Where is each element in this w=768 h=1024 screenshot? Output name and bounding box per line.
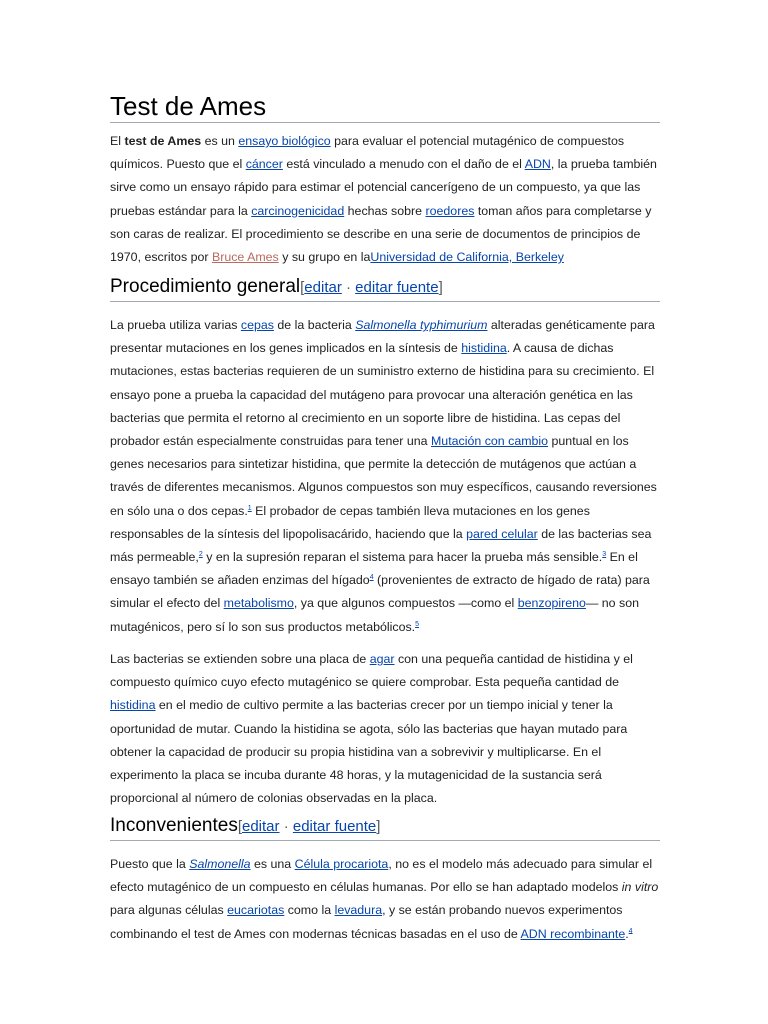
link-histidina[interactable]: histidina xyxy=(461,341,507,356)
section-title: Inconvenientes xyxy=(110,815,238,836)
text: en el medio de cultivo permite a las bacterias crecer por un tiempo inicial y tener la oportunidad de mutar. Cuando la histidina se agota, sólo las bacterias que hayan mutado para obtener la capacidad de producir su propia histidina van a sobrevivir y multiplicarse. En el experimento la placa se incuba durante 48 horas, y la mutagenicidad de la sustancia será proporcional al número de colonias observadas en la placa. xyxy=(110,698,628,806)
text: Puesto que la xyxy=(110,857,190,871)
link-adn[interactable]: ADN xyxy=(524,157,551,172)
text: para evaluar el potencial mutagénico de compuestos químicos. Puesto que el xyxy=(110,134,625,172)
text: está vinculado a menudo con el daño de el xyxy=(282,157,525,172)
link-metabolismo[interactable]: metabolismo xyxy=(223,596,294,611)
link-cancer[interactable]: cáncer xyxy=(245,157,283,172)
link-cepas[interactable]: cepas xyxy=(240,318,274,332)
text: , la prueba también sirve como un ensayo rápido para estimar el potencial cancerígeno de un compuesto, ya que las pruebas estándar para la xyxy=(110,157,657,218)
edit-section xyxy=(238,818,381,835)
link-benzopireno[interactable]: benzopireno xyxy=(517,596,586,611)
link-agar[interactable]: agar xyxy=(369,652,395,666)
paragraph-inconvenientes xyxy=(110,853,660,946)
link-salmonella-typhimurium[interactable] xyxy=(355,318,487,332)
text: hechas sobre xyxy=(344,203,426,218)
link-levadura[interactable]: levadura xyxy=(334,903,383,918)
text: y su grupo en la xyxy=(278,250,371,265)
text: puntual en los genes necesarios para sintetizar histidina, que permite la detección de mutágenos que actúan a través de diferentes mecanismos. Algunos compuestos son muy específicos, causando reversiones en sólo una o dos cepas. xyxy=(110,434,657,518)
text: Las bacterias se extienden sobre una placa de xyxy=(110,652,370,666)
link-histidina[interactable]: histidina xyxy=(110,698,156,713)
text: como la xyxy=(284,903,335,918)
link-eucariotas[interactable]: eucariotas xyxy=(227,903,285,918)
paragraph-procedimiento-2 xyxy=(110,648,660,810)
text: , no es el modelo más adecuado para simular el efecto mutagénico de un compuesto en células humanas. Por ello se han adaptado modelos xyxy=(110,857,653,895)
paragraph-procedimiento-1 xyxy=(110,314,660,639)
text: (provenientes de extracto de hígado de rata) para simular el efecto del xyxy=(110,573,650,611)
text: alteradas genéticamente para presentar mutaciones en los genes implicados en la síntesis de xyxy=(110,318,655,356)
text: El probador de cepas también lleva mutaciones en los genes responsables de la síntesis del lipopolisacárido, haciendo que la xyxy=(110,503,590,541)
text: La prueba utiliza varias xyxy=(110,318,241,332)
link-salmonella[interactable] xyxy=(189,857,250,871)
text: — no son mutagénicos, pero sí lo son sus productos metabólicos. xyxy=(110,596,639,634)
separator: · xyxy=(279,818,293,835)
link-bruce-ames[interactable]: Bruce Ames xyxy=(211,250,279,265)
edit-source-link[interactable]: editar fuente xyxy=(292,818,377,835)
bracket: [ xyxy=(300,279,305,296)
reference xyxy=(415,621,419,628)
text: de las bacterias sea más permeable, xyxy=(110,526,652,565)
reference-link[interactable]: 2 xyxy=(198,550,203,558)
text: toman años para completarse y son caras de realizar. El procedimiento se describe en una serie de documentos de principios de 1970, escritos por xyxy=(110,203,652,265)
section-title: Procedimiento general xyxy=(110,276,301,297)
separator: · xyxy=(341,279,356,296)
edit-link[interactable]: editar xyxy=(304,279,342,296)
text: de la bacteria xyxy=(273,318,356,332)
section-heading-procedimiento xyxy=(110,275,660,302)
link-roedores[interactable]: roedores xyxy=(425,203,475,218)
intro-paragraph xyxy=(110,130,660,269)
reference xyxy=(629,927,633,934)
text: para algunas células xyxy=(110,903,228,918)
link-mutacion-con-cambio[interactable]: Mutación con cambio xyxy=(430,434,549,449)
section-heading-inconvenientes xyxy=(110,814,660,841)
reference-link[interactable]: 4 xyxy=(628,927,633,935)
italic-text: Salmonella xyxy=(189,857,251,871)
reference-link[interactable]: 3 xyxy=(602,550,607,558)
reference-link[interactable]: 1 xyxy=(247,504,252,512)
link-pared-celular[interactable]: pared celular xyxy=(466,526,538,541)
reference-link[interactable]: 5 xyxy=(415,620,420,628)
bracket: ] xyxy=(376,818,381,835)
bold-term: test de Ames xyxy=(124,134,202,148)
text: es un xyxy=(201,134,239,148)
text: con una pequeña cantidad de histidina y el compuesto químico cuyo efecto mutagénico se quiere comprobar. Esta pequeña cantidad de xyxy=(110,652,633,690)
text: El xyxy=(110,134,125,148)
link-adn-recombinante[interactable]: ADN recombinante xyxy=(520,926,626,941)
text: En el ensayo también se añaden enzimas del hígado xyxy=(110,550,638,588)
text: . A causa de dichas mutaciones, estas bacterias requieren de un suministro externo de histidina para su crecimiento. El ensayo pone a prueba la capacidad del mutágeno para provocar una alteración genética en las bacterias que permita el retorno al crecimiento en un soporte libre de histidina. Las cepas del probador están especialmente construidas para tener una xyxy=(110,341,655,449)
edit-section xyxy=(300,279,443,296)
reference-link[interactable]: 4 xyxy=(369,574,374,582)
text: , y se están probando nuevos experimentos combinando el test de Ames con modernas técnicas basadas en el uso de xyxy=(110,903,623,941)
italic-text: in vitro xyxy=(621,880,659,895)
link-universidad-california[interactable]: Universidad de California, Berkeley xyxy=(370,250,564,265)
link-celula-procariota[interactable]: Célula procariota xyxy=(294,857,389,871)
bracket: [ xyxy=(237,818,242,835)
link-ensayo-biologico[interactable]: ensayo biológico xyxy=(238,134,331,148)
bracket: ] xyxy=(438,279,443,296)
text: , ya que algunos compuestos —como el xyxy=(293,596,518,611)
edit-link[interactable]: editar xyxy=(242,818,280,835)
text: y en la supresión reparan el sistema para hacer la prueba más sensible. xyxy=(202,550,603,565)
text: . xyxy=(625,926,629,941)
edit-source-link[interactable]: editar fuente xyxy=(355,279,439,296)
page-title: Test de Ames xyxy=(110,90,660,123)
italic-text: Salmonella typhimurium xyxy=(355,318,488,332)
text: es una xyxy=(250,857,295,871)
link-carcinogenicidad[interactable]: carcinogenicidad xyxy=(251,203,345,218)
